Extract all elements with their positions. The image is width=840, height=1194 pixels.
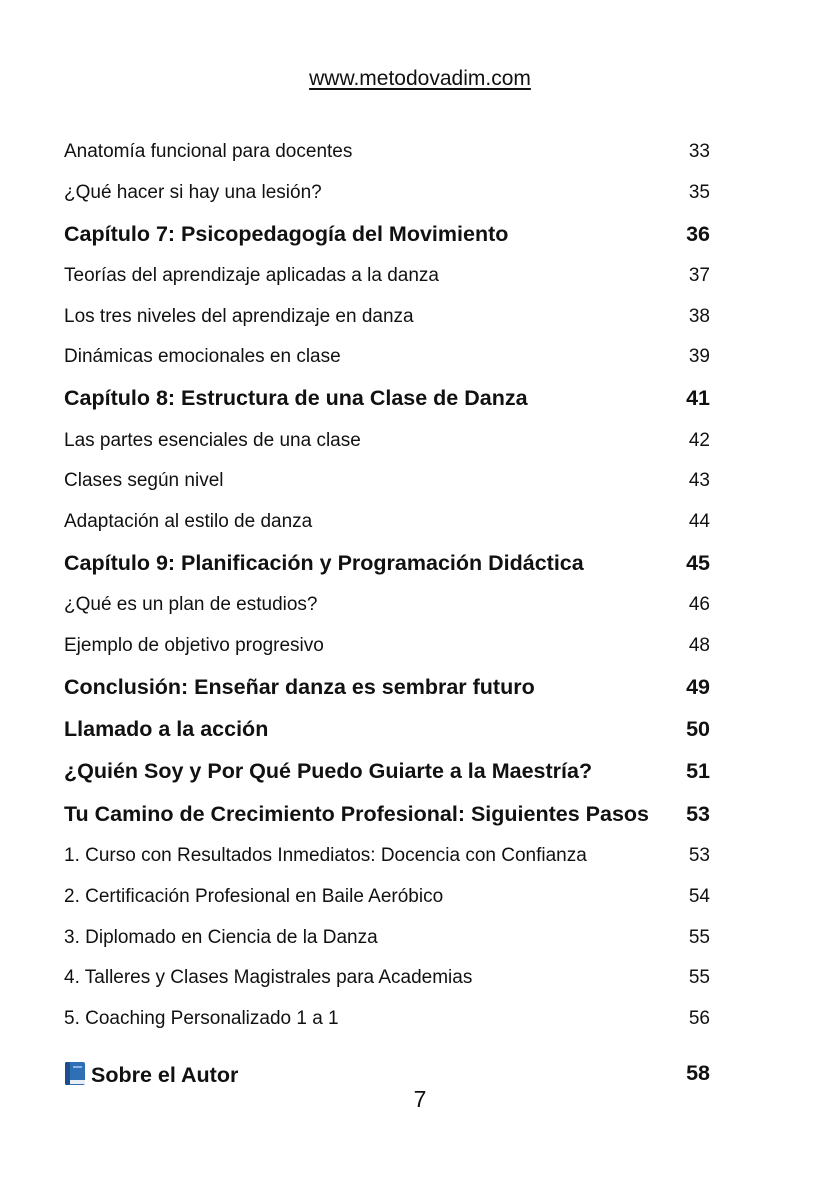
toc-chapter-title: Capítulo 7: Psicopedagogía del Movimiento [64, 221, 509, 246]
toc-chapter-entry[interactable] [64, 213, 710, 255]
toc-entry[interactable] [64, 625, 710, 666]
table-of-contents [64, 131, 710, 1091]
toc-entry-page: 46 [688, 594, 710, 616]
toc-entry-title: Teorías del aprendizaje aplicadas a la danza [64, 264, 439, 286]
toc-chapter-entry[interactable] [64, 542, 710, 584]
toc-entry-title: 1. Curso con Resultados Inmediatos: Docencia con Confianza [64, 845, 587, 867]
toc-entry[interactable] [64, 917, 710, 958]
toc-entry[interactable] [64, 255, 710, 296]
toc-entry-page: 37 [688, 264, 710, 286]
toc-chapter-title: ¿Quién Soy y Por Qué Puedo Guiarte a la Maestría? [64, 759, 593, 784]
toc-entry-page: 54 [688, 885, 710, 907]
toc-entry-page: 43 [688, 470, 710, 492]
toc-entry-title: Anatomía funcional para docentes [64, 141, 353, 162]
toc-entry-title: Los tres niveles del aprendizaje en danza [64, 305, 414, 327]
toc-entry[interactable] [64, 460, 710, 501]
toc-entry-page: 33 [688, 141, 710, 162]
toc-entry-title: Dinámicas emocionales en clase [64, 346, 341, 368]
blue-book-icon [64, 1061, 86, 1086]
toc-chapter-page: 41 [686, 386, 710, 411]
toc-entry-title: ¿Qué hacer si hay una lesión? [64, 181, 322, 203]
toc-entry-page: 42 [688, 429, 710, 451]
toc-entry[interactable] [64, 998, 710, 1039]
toc-entry-page: 55 [688, 926, 710, 948]
toc-entry-title: 2. Certificación Profesional en Baile Aeróbico [64, 885, 444, 907]
toc-entry-page: 53 [688, 845, 710, 867]
toc-entry[interactable] [64, 584, 710, 625]
toc-entry-page: 35 [688, 181, 710, 203]
toc-entry-page: 48 [688, 635, 710, 657]
site-url-link[interactable]: www.metodovadim.com [309, 67, 531, 90]
toc-chapter-title: Conclusión: Enseñar danza es sembrar futuro [64, 674, 535, 699]
toc-entry-page: 44 [688, 511, 710, 533]
toc-entry-page: 55 [688, 967, 710, 989]
toc-entry-page: 56 [688, 1008, 710, 1030]
toc-entry[interactable] [64, 131, 710, 172]
toc-chapter-title: Llamado a la acción [64, 717, 269, 742]
toc-entry[interactable] [64, 835, 710, 876]
toc-chapter-title: Capítulo 8: Estructura de una Clase de Danza [64, 386, 528, 411]
toc-entry[interactable] [64, 172, 710, 213]
toc-author-entry[interactable] [64, 1039, 710, 1091]
toc-entry[interactable] [64, 501, 710, 542]
toc-chapter-entry[interactable] [64, 666, 710, 708]
toc-chapter-title: Tu Camino de Crecimiento Profesional: Siguientes Pasos [64, 801, 650, 826]
toc-chapter-page: 36 [686, 221, 710, 246]
toc-chapter-page: 51 [686, 759, 710, 784]
toc-entry[interactable] [64, 336, 710, 377]
toc-author-title: Sobre el Autor [91, 1063, 239, 1088]
toc-entry-title: Adaptación al estilo de danza [64, 511, 313, 533]
toc-chapter-page: 45 [686, 550, 710, 575]
toc-chapter-entry[interactable] [64, 708, 710, 750]
toc-chapter-entry[interactable] [64, 750, 710, 792]
toc-author-title-wrap [64, 1061, 238, 1088]
toc-entry-title: Las partes esenciales de una clase [64, 429, 361, 451]
toc-chapter-entry[interactable] [64, 793, 710, 835]
toc-chapter-page: 49 [686, 674, 710, 699]
toc-entry-title: Ejemplo de objetivo progresivo [64, 635, 324, 657]
toc-entry-page: 38 [688, 305, 710, 327]
toc-chapter-page: 53 [686, 801, 710, 826]
toc-chapter-entry[interactable] [64, 377, 710, 419]
toc-entry-title: ¿Qué es un plan de estudios? [64, 594, 318, 616]
toc-entry-page: 39 [688, 346, 710, 368]
toc-entry[interactable] [64, 957, 710, 998]
toc-entry[interactable] [64, 876, 710, 917]
toc-entry-title: 4. Talleres y Clases Magistrales para Academias [64, 967, 473, 989]
toc-entry[interactable] [64, 420, 710, 461]
toc-chapter-title: Capítulo 9: Planificación y Programación Didáctica [64, 550, 584, 575]
toc-entry-title: 3. Diplomado en Ciencia de la Danza [64, 926, 378, 948]
toc-chapter-page: 50 [686, 717, 710, 742]
toc-author-page: 58 [686, 1061, 710, 1086]
toc-entry-title: 5. Coaching Personalizado 1 a 1 [64, 1008, 339, 1030]
page-number: 7 [413, 1086, 427, 1112]
toc-entry-title: Clases según nivel [64, 470, 224, 492]
toc-entry[interactable] [64, 296, 710, 337]
